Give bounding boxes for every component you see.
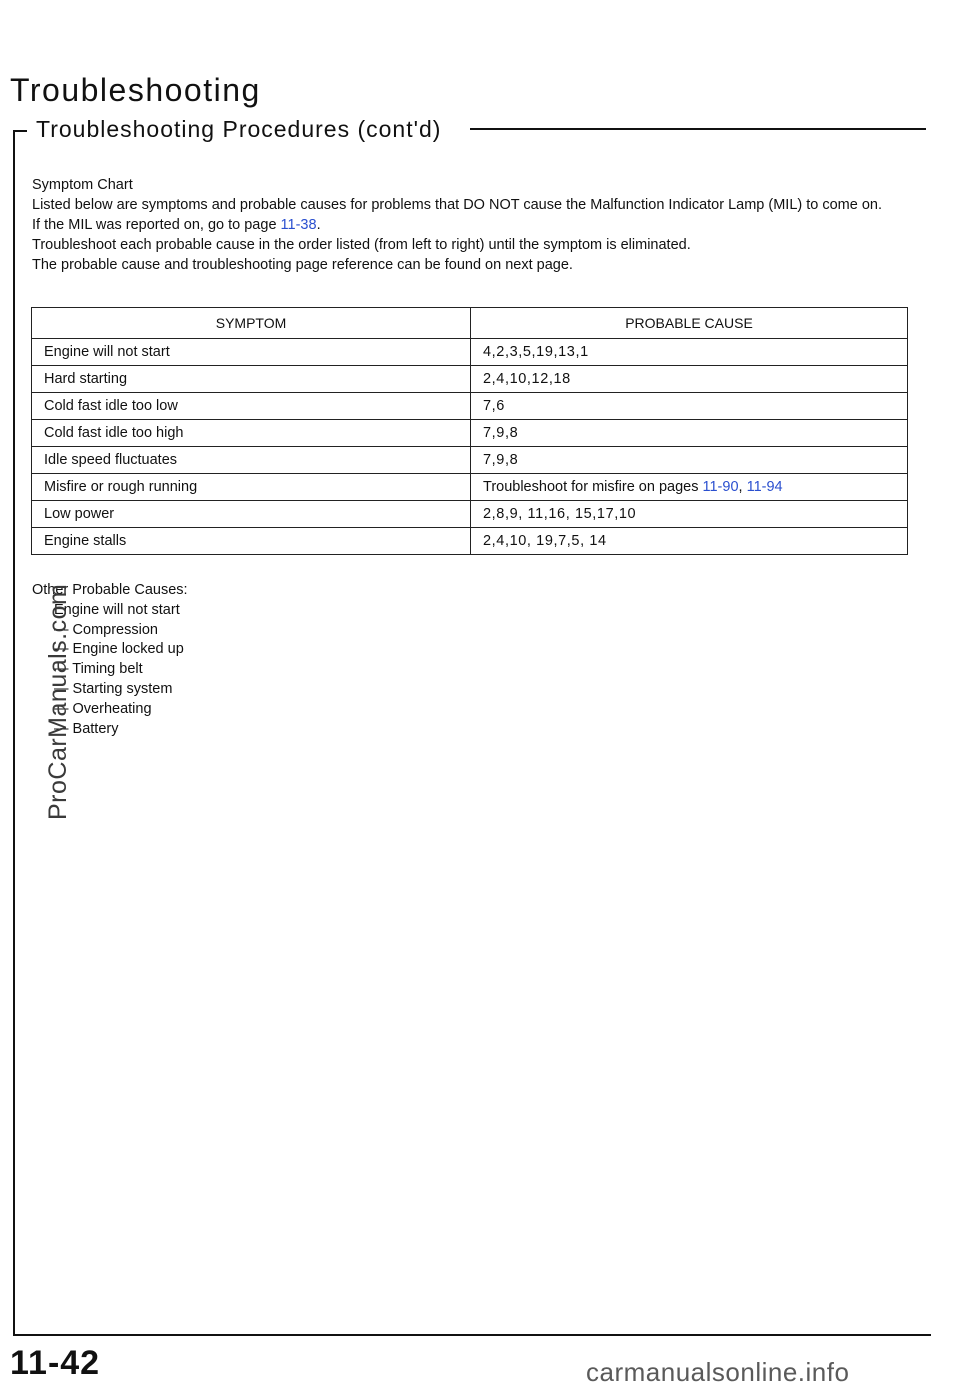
page-link-11-94[interactable]: 11-94 <box>746 479 783 495</box>
intro-line-2 <box>32 215 922 235</box>
list-item: — Engine locked up <box>54 641 184 658</box>
page-title: Troubleshooting <box>10 72 261 108</box>
cause-cell: 7,9,8 <box>471 420 908 447</box>
cause-cell <box>471 474 908 501</box>
column-header-symptom: SYMPTOM <box>32 308 471 339</box>
misfire-cause-text: Troubleshoot for misfire on pages <box>483 479 703 495</box>
table-row <box>32 393 908 420</box>
intro-heading: Symptom Chart <box>32 177 133 193</box>
other-causes-group: Engine will not start <box>54 601 180 618</box>
intro-text <box>32 175 922 275</box>
list-item: — Battery <box>54 720 119 737</box>
symptom-cell: Engine will not start <box>32 339 471 366</box>
list-item: — Starting system <box>54 680 173 697</box>
intro-line-4: The probable cause and troubleshooting page reference can be found on next page. <box>32 257 573 273</box>
cause-cell: 2,4,10,12,18 <box>471 366 908 393</box>
other-causes-heading: Other Probable Causes: <box>32 582 188 598</box>
table-row <box>32 501 908 528</box>
cause-cell: 4,2,3,5,19,13,1 <box>471 339 908 366</box>
cause-cell: 7,6 <box>471 393 908 420</box>
table-row <box>32 528 908 555</box>
symptom-cell: Low power <box>32 501 471 528</box>
column-header-cause: PROBABLE CAUSE <box>471 308 908 339</box>
page-link-11-38[interactable]: 11-38 <box>280 217 317 233</box>
table-row <box>32 474 908 501</box>
symptom-cell: Idle speed fluctuates <box>32 447 471 474</box>
side-watermark: ProCarManuals.com <box>44 583 72 820</box>
cause-cell: 7,9,8 <box>471 447 908 474</box>
table-row <box>32 420 908 447</box>
list-item: — Overheating <box>54 700 152 717</box>
intro-line-3: Troubleshoot each probable cause in the order listed (from left to right) until the symptom is eliminated. <box>32 237 691 253</box>
link-separator: , <box>738 479 747 495</box>
list-item: — Timing belt <box>54 661 143 678</box>
symptom-cell: Cold fast idle too low <box>32 393 471 420</box>
frame-bottom-rule <box>13 1334 931 1336</box>
symptom-chart-table <box>31 307 908 555</box>
subtitle-rule <box>470 128 926 130</box>
table-row <box>32 366 908 393</box>
symptom-cell: Cold fast idle too high <box>32 420 471 447</box>
table-row <box>32 339 908 366</box>
page-link-11-90[interactable]: 11-90 <box>702 479 739 495</box>
symptom-cell: Hard starting <box>32 366 471 393</box>
table-row <box>32 447 908 474</box>
intro-line-1: Listed below are symptoms and probable causes for problems that DO NOT cause the Malfunction Indicator Lamp (MIL) to come on. <box>32 197 882 213</box>
section-subtitle: Troubleshooting Procedures (cont'd) <box>36 116 442 142</box>
symptom-cell: Engine stalls <box>32 528 471 555</box>
cause-cell: 2,8,9, 11,16, 15,17,10 <box>471 501 908 528</box>
cause-cell: 2,4,10, 19,7,5, 14 <box>471 528 908 555</box>
site-watermark: carmanualsonline.info <box>586 1357 850 1387</box>
table-header-row <box>32 308 908 339</box>
symptom-cell: Misfire or rough running <box>32 474 471 501</box>
frame-left-rule <box>13 130 15 1336</box>
frame-top-tick <box>13 130 27 132</box>
page-number: 11-42 <box>10 1344 101 1382</box>
list-item: — Compression <box>54 621 158 638</box>
intro-line-2-suffix: . <box>316 217 321 233</box>
intro-line-2-prefix: If the MIL was reported on, go to page <box>32 217 281 233</box>
